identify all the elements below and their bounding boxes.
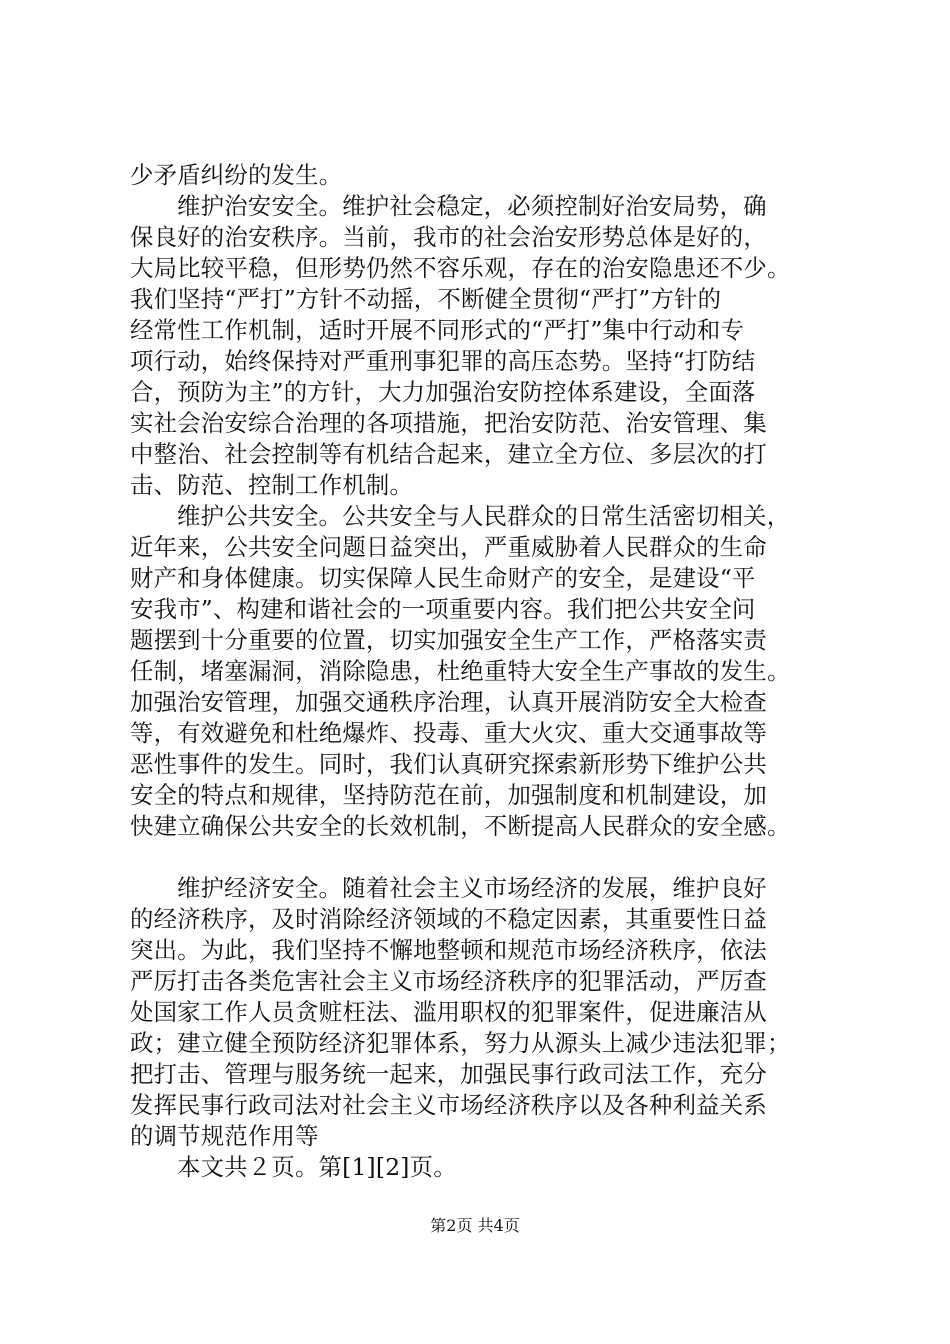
- text-line: 保良好的治安秩序。当前，我市的社会治安形势总体是好的，: [130, 223, 767, 251]
- text-line: 项行动，始终保持对严重刑事犯罪的高压态势。坚持“打防结: [130, 347, 756, 375]
- text-line: 维护经济安全。随着社会主义市场经济的发展，维护良好: [177, 874, 767, 902]
- text-line: 题摆到十分重要的位置，切实加强安全生产工作，严格落实责: [130, 626, 767, 654]
- text-line: 政；建立健全预防经济犯罪体系，努力从源头上减少违法犯罪；: [130, 1029, 791, 1057]
- page-count-note: [130, 1152, 840, 1183]
- text-line: 恶性事件的发生。同时，我们认真研究探索新形势下维护公共: [130, 750, 767, 778]
- text-line: 发挥民事行政司法对社会主义市场经济秩序以及各种利益关系: [130, 1091, 767, 1119]
- page-number-label: 第2页 共4页: [430, 1216, 520, 1235]
- paragraph-gap: [130, 842, 840, 873]
- document-body: [130, 160, 840, 1183]
- text-line: 安全的特点和规律，坚持防范在前，加强制度和机制建设，加: [130, 781, 767, 809]
- text-line: 处国家工作人员贪赃枉法、滥用职权的犯罪案件，促进廉洁从: [130, 998, 767, 1026]
- text-line: 近年来，公共安全问题日益突出，严重威胁着人民群众的生命: [130, 533, 767, 561]
- text-line: 维护公共安全。公共安全与人民群众的日常生活密切相关，: [177, 502, 791, 530]
- text-line: 突出。为此，我们坚持不懈地整顿和规范市场经济秩序，依法: [130, 936, 767, 964]
- text-line: 等，有效避免和杜绝爆炸、投毒、重大火灾、重大交通事故等: [130, 719, 767, 747]
- text-line: 击、防范、控制工作机制。: [130, 471, 414, 499]
- text-line: 安我市”、构建和谐社会的一项重要内容。我们把公共安全问: [130, 595, 756, 623]
- text-line: 严厉打击各类危害社会主义市场经济秩序的犯罪活动，严厉查: [130, 967, 767, 995]
- text-line: 合，预防为主”的方针，大力加强治安防控体系建设，全面落: [130, 378, 756, 406]
- text-line: 的经济秩序，及时消除经济领域的不稳定因素，其重要性日益: [130, 905, 767, 933]
- text-line: 我们坚持“严打”方针不动摇，不断健全贯彻“严打”方针的: [130, 285, 722, 313]
- text-line: 中整治、社会控制等有机结合起来，建立全方位、多层次的打: [130, 440, 767, 468]
- paragraph-public-safety: [130, 501, 840, 842]
- text-line: 任制，堵塞漏洞，消除隐患，杜绝重特大安全生产事故的发生。: [130, 657, 791, 685]
- text-line: 大局比较平稳，但形势仍然不容乐观，存在的治安隐患还不少。: [130, 254, 791, 282]
- text-line: 本文共２页。第[1][2]页。: [177, 1153, 457, 1181]
- text-line: 经常性工作机制，适时开展不同形式的“严打”集中行动和专: [130, 316, 745, 344]
- text-line: 的调节规范作用等: [130, 1122, 319, 1150]
- paragraph-economic-safety: [130, 873, 840, 1152]
- text-line: 加强治安管理，加强交通秩序治理，认真开展消防安全大检查: [130, 688, 767, 716]
- text-line: 快建立确保公共安全的长效机制，不断提高人民群众的安全感。: [130, 812, 791, 840]
- text-line: 把打击、管理与服务统一起来，加强民事行政司法工作，充分: [130, 1060, 767, 1088]
- text-line: 维护治安安全。维护社会稳定，必须控制好治安局势，确: [177, 192, 767, 220]
- text-line: 财产和身体健康。切实保障人民生命财产的安全，是建设“平: [130, 564, 756, 592]
- paragraph-continuation: [130, 160, 840, 191]
- paragraph-public-order-safety: [130, 191, 840, 501]
- page-footer: [0, 1216, 950, 1236]
- text-line: 少矛盾纠纷的发生。: [130, 161, 343, 189]
- text-line: 实社会治安综合治理的各项措施，把治安防范、治安管理、集: [130, 409, 767, 437]
